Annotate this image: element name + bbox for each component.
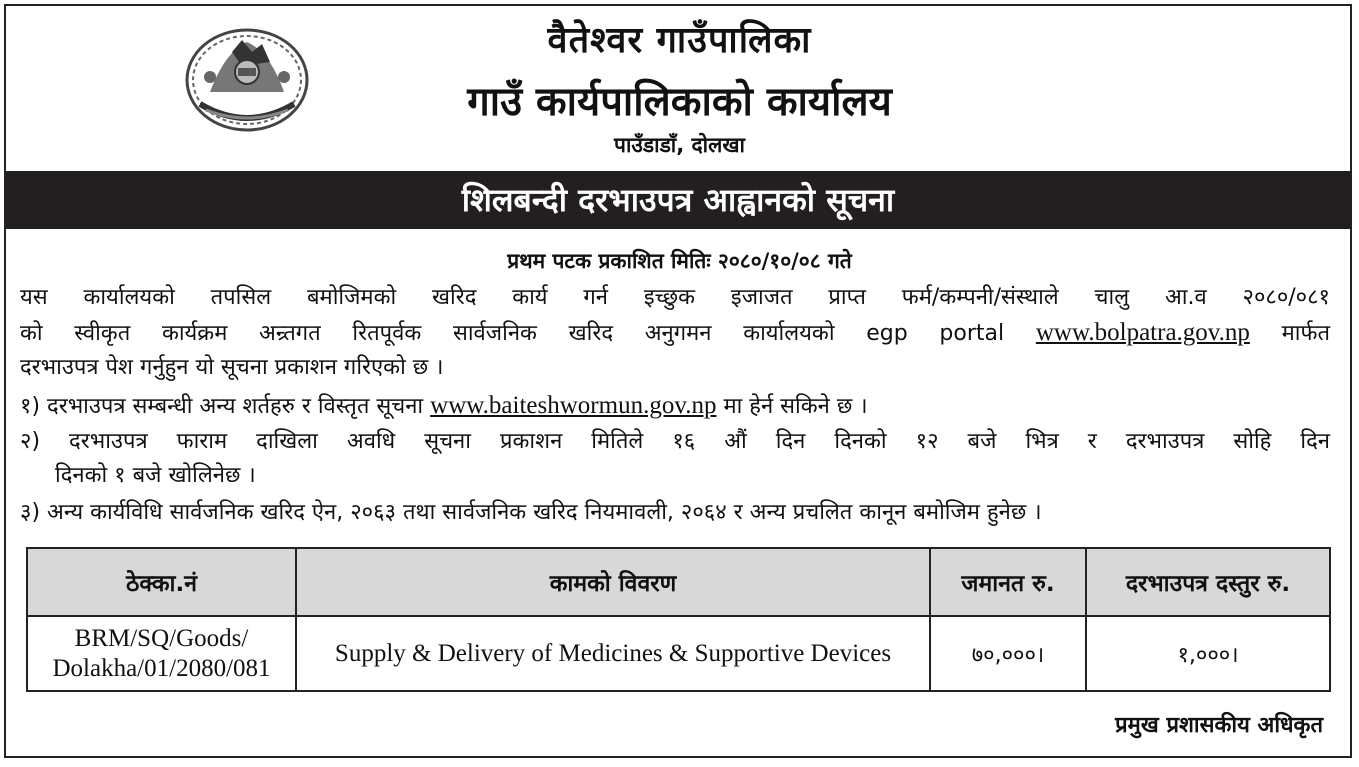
- published-date: प्रथम पटक प्रकाशित मितिः २०८०/१०/०८ गते: [507, 249, 852, 273]
- cell-fee: १,०००।: [1086, 616, 1330, 691]
- intro-line-3: दरभाउपत्र पेश गर्नुहुन यो सूचना प्रकाशन गरिएको छ ।: [20, 355, 444, 380]
- tender-table: [26, 547, 1331, 692]
- point-3: ३) अन्य कार्यविधि सार्वजनिक खरिद ऐन, २०६३ तथा सार्वजनिक खरिद नियमावली, २०६४ र अन्य प्रचलित कानून बमोजिम हुनेछ ।: [20, 500, 1042, 525]
- notice-title: शिलबन्दी दरभाउपत्र आह्वानको सूचना: [461, 181, 895, 219]
- intro-line-2: को स्वीकृत कार्यक्रम अन्र्तगत रितपूर्वक सार्वजनिक खरिद अनुगमन कार्यालयको egp portal www.bolpatra.gov.np मार्फत: [20, 319, 1330, 346]
- notice-banner: [4, 171, 1352, 229]
- municipality-website-link[interactable]: www.baiteshwormun.gov.np: [430, 392, 717, 419]
- office-location: पाउँडाडाँ, दोलखा: [614, 133, 745, 157]
- point-1: १) दरभाउपत्र सम्बन्धी अन्य शर्तहरु र विस्तृत सूचना www.baiteshwormun.gov.np मा हेर्न सकिने छ ।: [20, 392, 868, 419]
- cell-contract-no: BRM/SQ/Goods/ Dolakha/01/2080/081: [27, 616, 296, 691]
- bolpatra-link[interactable]: www.bolpatra.gov.np: [1035, 319, 1250, 346]
- header-fee: दरभाउपत्र दस्तुर रु.: [1086, 548, 1330, 616]
- egp-portal-text: egp portal: [866, 321, 1005, 346]
- cell-security: ७०,०००।: [930, 616, 1086, 691]
- point-2-line-2: दिनको १ बजे खोलिनेछ ।: [55, 463, 256, 488]
- cell-description: Supply & Delivery of Medicines & Supportive Devices: [296, 616, 930, 691]
- municipality-name: वैतेश्वर गाउँपालिका: [547, 20, 812, 61]
- office-name: गाउँ कार्यपालिकाको कार्यालय: [467, 79, 892, 125]
- intro-line-1: यस कार्यालयको तपसिल बमोजिमको खरिद कार्य गर्न इच्छुक इजाजत प्राप्त फर्म/कम्पनी/संस्थाले चालु आ.व २०८०/०८१: [20, 285, 1330, 310]
- table-row: [27, 616, 1330, 691]
- signature: प्रमुख प्रशासकीय अधिकृत: [1115, 713, 1323, 738]
- header-contract-no: ठेक्का.नं: [27, 548, 296, 616]
- point-2-line-1: २) दरभाउपत्र फाराम दाखिला अवधि सूचना प्रकाशन मितिले १६ औं दिन दिनको १२ बजे भित्र र दरभाउपत्र सोहि दिन: [20, 429, 1330, 454]
- header-description: कामको विवरण: [296, 548, 930, 616]
- table-header-row: [27, 548, 1330, 616]
- header-security: जमानत रु.: [930, 548, 1086, 616]
